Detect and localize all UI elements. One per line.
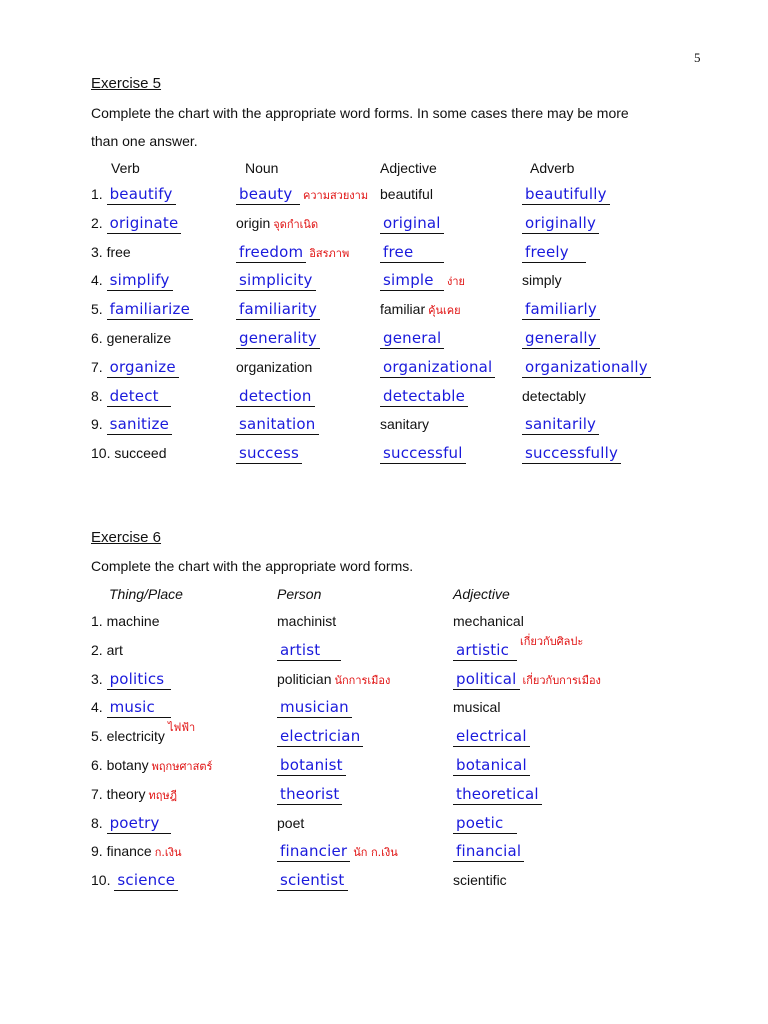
printed-word: politician (277, 670, 332, 687)
table-cell (380, 182, 433, 206)
row-number: 7. (91, 358, 107, 375)
column-header: Adjective (453, 586, 510, 602)
handwritten-answer[interactable]: beautify (107, 185, 176, 205)
table-cell (236, 297, 320, 321)
page-number: 5 (694, 50, 701, 65)
exercise-6-title: Exercise 6 (91, 529, 162, 546)
row-number: 3. (91, 243, 107, 260)
table-cell (453, 753, 530, 777)
handwritten-answer[interactable]: freedom (236, 243, 306, 263)
handwritten-answer[interactable]: botanical (453, 756, 530, 776)
printed-word: succeed (114, 445, 167, 462)
thai-annotation: ก.เงิน (154, 846, 182, 860)
handwritten-answer[interactable]: electrical (453, 727, 530, 747)
table-cell (522, 297, 600, 321)
thai-annotation: เกี่ยวกับศิลปะ (520, 634, 584, 648)
table-cell (453, 811, 517, 835)
handwritten-answer[interactable]: organizationally (522, 358, 651, 378)
instruction-line-2: than one answer. (91, 133, 198, 149)
table-cell (453, 609, 524, 633)
handwritten-answer[interactable]: electrician (277, 727, 363, 747)
handwritten-answer[interactable]: freely (522, 243, 586, 263)
table-cell (91, 326, 171, 350)
table-cell (522, 211, 599, 235)
handwritten-answer[interactable]: botanist (277, 756, 346, 776)
column-header: Adjective (380, 160, 437, 176)
exercise-6-instruction: Complete the chart with the appropriate word forms. (91, 558, 414, 574)
handwritten-answer[interactable]: sanitation (236, 415, 319, 435)
table-cell (91, 182, 176, 206)
handwritten-answer[interactable]: familiarly (522, 300, 600, 320)
exercise-5-instruction (91, 99, 701, 155)
table-cell (277, 839, 398, 863)
thai-annotation: ไฟฟ้า (167, 721, 196, 735)
handwritten-answer[interactable]: generally (522, 329, 600, 349)
table-cell (236, 326, 320, 350)
printed-word: familiar (380, 301, 426, 318)
handwritten-answer[interactable]: detectable (380, 387, 468, 407)
table-cell (522, 355, 651, 379)
handwritten-answer[interactable]: success (236, 444, 302, 464)
table-cell (236, 441, 302, 465)
table-cell (277, 724, 363, 748)
handwritten-answer[interactable]: general (380, 329, 444, 349)
handwritten-answer[interactable]: financial (453, 842, 524, 862)
row-number: 4. (91, 699, 107, 716)
handwritten-answer[interactable]: beauty (236, 185, 300, 205)
handwritten-answer[interactable]: musician (277, 698, 352, 718)
handwritten-answer[interactable]: simple (380, 271, 444, 291)
table-cell (277, 638, 341, 662)
thai-annotation: นัก ก.เงิน (353, 846, 398, 860)
row-number: 6. (91, 330, 107, 346)
handwritten-answer[interactable]: science (114, 871, 178, 891)
row-number: 6. (91, 757, 107, 773)
thai-annotation: ความสวยงาม (303, 189, 369, 202)
column-header: Thing/Place (109, 586, 183, 602)
handwritten-answer[interactable]: successfully (522, 444, 621, 464)
handwritten-answer[interactable]: free (380, 243, 444, 263)
handwritten-answer[interactable]: simplicity (236, 271, 316, 291)
table-cell (91, 355, 179, 379)
table-cell (91, 695, 171, 719)
handwritten-answer[interactable]: organize (107, 358, 179, 378)
table-cell (91, 811, 171, 835)
handwritten-answer[interactable]: detect (107, 387, 171, 407)
handwritten-answer[interactable]: organizational (380, 358, 495, 378)
table-cell (453, 667, 601, 691)
table-cell (453, 782, 542, 806)
printed-word: electricity (106, 728, 165, 745)
table-cell (236, 182, 368, 206)
table-cell (277, 868, 348, 892)
handwritten-answer[interactable]: familiarity (236, 300, 320, 320)
row-number: 9. (91, 416, 107, 433)
thai-annotation: พฤกษศาสตร์ (151, 760, 213, 773)
row-number: 7. (91, 785, 107, 802)
printed-word: organization (236, 358, 313, 375)
table-cell (91, 753, 212, 777)
handwritten-answer[interactable]: theorist (277, 785, 342, 805)
table-cell (522, 268, 562, 292)
row-number: 8. (91, 814, 107, 831)
printed-word: beautiful (380, 186, 433, 202)
handwritten-answer[interactable]: theoretical (453, 785, 542, 805)
table-cell (277, 753, 346, 777)
column-header: Verb (111, 160, 140, 176)
printed-word: machine (106, 613, 160, 629)
thai-annotation: คุ้นเคย (428, 304, 461, 318)
table-cell (277, 811, 304, 835)
handwritten-answer[interactable]: artistic (453, 641, 517, 661)
handwritten-answer[interactable]: scientist (277, 871, 348, 891)
table-cell (91, 297, 193, 321)
row-number: 10. (91, 872, 115, 889)
table-cell (91, 268, 173, 292)
row-number: 8. (91, 387, 107, 404)
handwritten-answer[interactable]: financier (277, 842, 350, 862)
handwritten-answer[interactable]: originally (522, 214, 599, 234)
column-header: Adverb (530, 160, 575, 176)
printed-word: art (106, 641, 123, 658)
table-cell (453, 695, 500, 719)
row-number: 9. (91, 843, 107, 860)
printed-word: poet (277, 814, 305, 831)
row-number: 5. (91, 728, 107, 745)
table-cell (91, 839, 182, 863)
thai-annotation: ทฤษฎี (148, 788, 178, 802)
row-number: 2. (91, 641, 107, 658)
table-cell (380, 297, 461, 321)
table-cell (91, 240, 131, 264)
table-cell (380, 384, 468, 408)
table-cell (380, 412, 429, 436)
handwritten-answer[interactable]: sanitarily (522, 415, 599, 435)
printed-word: free (106, 243, 131, 260)
printed-word: origin (236, 214, 271, 231)
table-cell (453, 839, 524, 863)
printed-word: simply (522, 272, 562, 289)
table-cell (380, 326, 444, 350)
printed-word: mechanical (453, 613, 524, 629)
column-header: Noun (245, 160, 279, 176)
row-number: 1. (91, 613, 107, 629)
thai-annotation: นักการเมือง (334, 673, 391, 687)
table-cell (91, 868, 178, 892)
handwritten-answer[interactable]: poetic (453, 814, 517, 834)
table-cell (380, 441, 466, 465)
handwritten-answer[interactable]: poetry (107, 814, 171, 834)
handwritten-answer[interactable]: music (107, 698, 171, 718)
table-cell (380, 211, 444, 235)
handwritten-answer[interactable]: familiarize (107, 300, 193, 320)
handwritten-answer[interactable]: detection (236, 387, 315, 407)
handwritten-answer[interactable]: artist (277, 641, 341, 661)
table-cell (522, 326, 600, 350)
row-number: 3. (91, 670, 107, 687)
row-number: 2. (91, 214, 107, 231)
table-cell (91, 211, 181, 235)
table-cell (277, 667, 390, 691)
thai-annotation: เกี่ยวกับการเมือง (522, 673, 601, 687)
table-cell (453, 634, 584, 662)
handwritten-answer[interactable]: sanitize (107, 415, 172, 435)
printed-word: generalize (106, 330, 172, 346)
column-header: Person (277, 586, 322, 602)
table-cell (522, 384, 586, 408)
thai-annotation: ง่าย (447, 275, 465, 289)
table-cell (236, 355, 312, 379)
table-cell (236, 268, 316, 292)
table-cell (91, 667, 171, 691)
table-cell (453, 724, 530, 748)
table-cell (91, 782, 177, 806)
thai-annotation: อิสรภาพ (309, 246, 350, 260)
table-cell (91, 412, 172, 436)
table-cell (277, 695, 352, 719)
printed-word: detectably (522, 387, 586, 404)
row-number: 4. (91, 272, 107, 289)
handwritten-answer[interactable]: politics (107, 670, 171, 690)
table-cell (453, 868, 507, 892)
table-cell (522, 182, 610, 206)
thai-annotation: จุดกำเนิด (273, 217, 319, 231)
table-cell (91, 384, 171, 408)
row-number: 1. (91, 186, 107, 202)
table-cell (91, 441, 167, 465)
table-cell (236, 211, 318, 235)
table-cell (236, 412, 319, 436)
handwritten-answer[interactable]: successful (380, 444, 466, 464)
table-cell (522, 441, 621, 465)
row-number: 10. (91, 445, 115, 462)
handwritten-answer[interactable]: simplify (107, 271, 173, 291)
printed-word: botany (106, 757, 149, 773)
handwritten-answer[interactable]: originate (107, 214, 182, 234)
table-cell (522, 412, 599, 436)
printed-word: theory (106, 785, 146, 802)
printed-word: scientific (453, 872, 507, 889)
handwritten-answer[interactable]: generality (236, 329, 320, 349)
exercise-5-title: Exercise 5 (91, 75, 162, 92)
row-number: 5. (91, 301, 107, 318)
instruction-line-1: Complete the chart with the appropriate word forms. In some cases there may be more (91, 105, 629, 121)
table-cell (380, 240, 444, 264)
table-cell (380, 268, 465, 292)
table-cell (91, 609, 160, 633)
table-cell (236, 384, 315, 408)
printed-word: machinist (277, 613, 337, 629)
table-cell (380, 355, 495, 379)
table-cell (277, 782, 342, 806)
printed-word: sanitary (380, 416, 430, 433)
printed-word: finance (106, 843, 152, 860)
table-cell (91, 638, 123, 662)
table-cell (277, 609, 336, 633)
printed-word: musical (453, 699, 501, 716)
handwritten-answer[interactable]: original (380, 214, 444, 234)
table-cell (236, 240, 349, 264)
table-cell (91, 721, 196, 748)
handwritten-answer[interactable]: beautifully (522, 185, 610, 205)
handwritten-answer[interactable]: political (453, 670, 520, 690)
table-cell (522, 240, 586, 264)
